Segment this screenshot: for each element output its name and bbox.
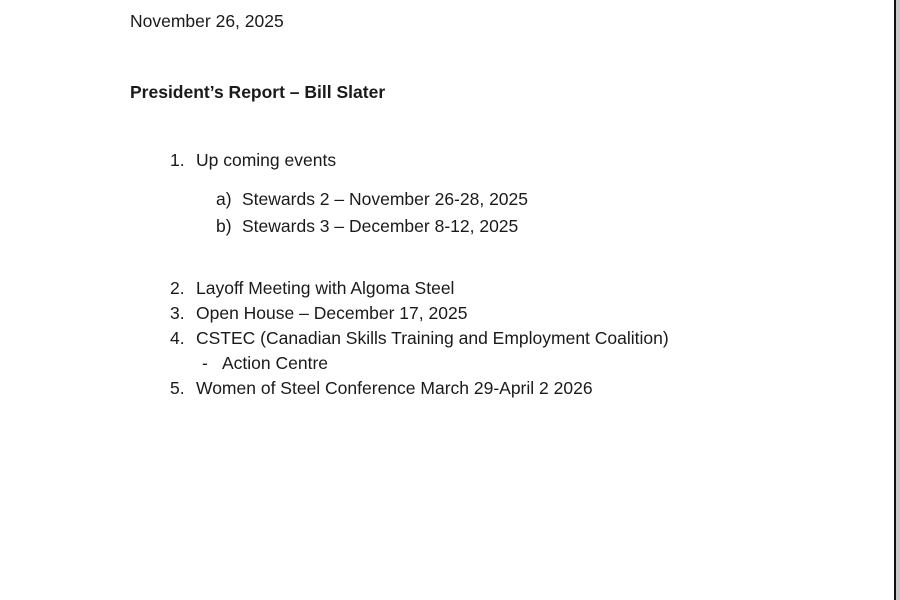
item-text: Layoff Meeting with Algoma Steel — [196, 278, 455, 298]
subitem-letter: a) — [216, 189, 232, 209]
item-text: CSTEC (Canadian Skills Training and Employment Coalition) — [196, 328, 669, 348]
item-number: 1. — [170, 150, 185, 170]
report-heading: President’s Report – Bill Slater — [130, 82, 386, 102]
subitem-letter: b) — [216, 216, 232, 236]
item-number: 2. — [170, 278, 185, 298]
item-number: 4. — [170, 328, 185, 348]
bullet-text: Action Centre — [222, 353, 329, 373]
item-text: Open House – December 17, 2025 — [196, 303, 468, 323]
scan-margin — [896, 0, 900, 600]
item-number: 3. — [170, 303, 185, 323]
bullet-dash: - — [202, 353, 208, 373]
item-number: 5. — [170, 378, 185, 398]
subitem-text: Stewards 3 – December 8-12, 2025 — [242, 216, 519, 236]
document-date: November 26, 2025 — [130, 11, 284, 31]
item-text: Women of Steel Conference March 29-April 2 2026 — [196, 378, 593, 398]
subitem-text: Stewards 2 – November 26-28, 2025 — [242, 189, 528, 209]
item-text: Up coming events — [196, 150, 337, 170]
